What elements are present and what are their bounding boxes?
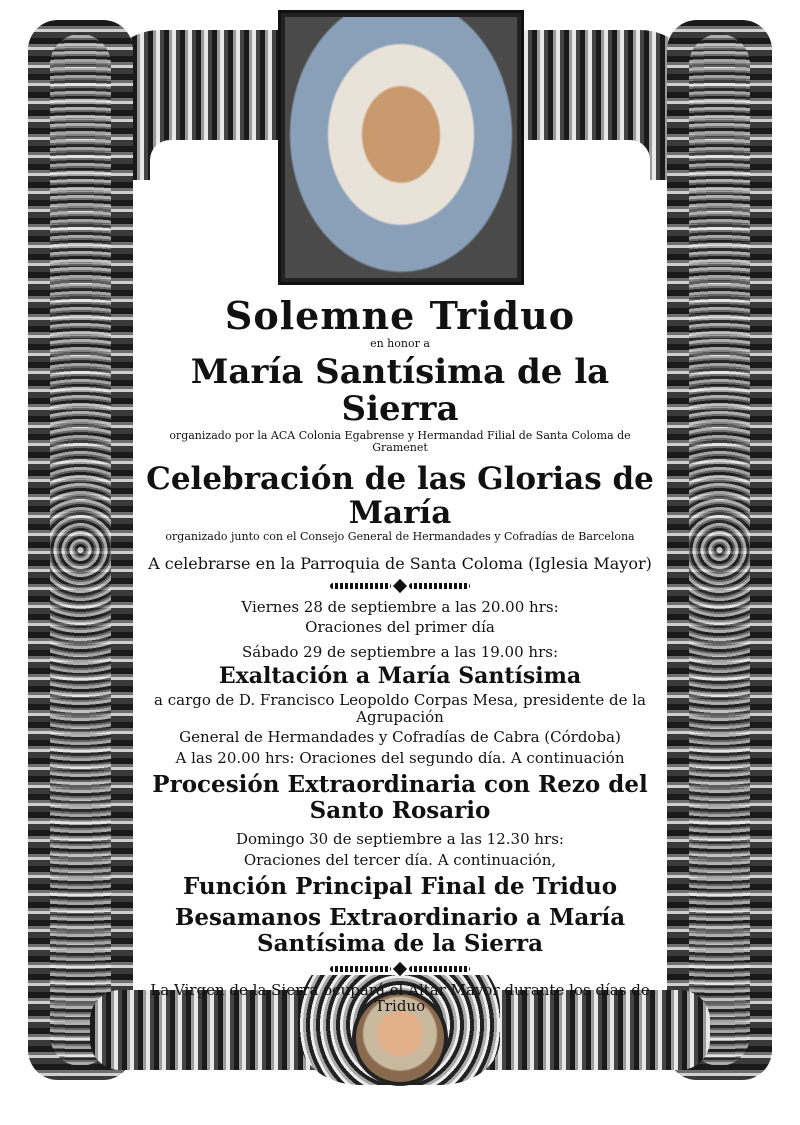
day3-event2: Besamanos Extraordinario a María Santísima de la Sierra: [174, 904, 626, 957]
glorias-organizer: organizado junto con el Consejo General de Hermandades y Cofradías de Barcelona: [165, 530, 635, 544]
honor-label: en honor a: [370, 336, 430, 350]
ornament-divider-bottom: [330, 964, 470, 974]
footer-note: La Virgen de la Sierra ocupará el Altar Mayor durante los días de Triduo: [150, 980, 650, 1016]
day2-desc1: a cargo de D. Francisco Leopoldo Corpas Mesa, presidente de la Agrupación: [154, 691, 646, 726]
poster-text: [140, 295, 660, 1019]
virgin-portrait-image: [278, 10, 524, 285]
day1-date: Viernes 28 de septiembre a las 20.00 hrs:: [241, 597, 559, 616]
ornamental-frame-left: [28, 20, 133, 1080]
virgin-portrait-photo: [285, 17, 517, 278]
virgin-name: María Santísima de la Sierra: [190, 351, 610, 430]
day2-event2: Procesión Extraordinaria con Rezo del Santo Rosario: [152, 771, 648, 824]
day2-event: Exaltación a María Santísima: [218, 663, 582, 690]
day3-date: Domingo 30 de septiembre a las 12.30 hrs:: [236, 830, 564, 849]
day2-desc2: General de Hermandades y Cofradías de Cabra (Córdoba): [179, 728, 621, 747]
poster-title: Solemne Triduo: [224, 293, 576, 338]
ornamental-frame-right: [667, 20, 772, 1080]
venue-line: A celebrarse en la Parroquia de Santa Coloma (Iglesia Mayor): [148, 554, 652, 574]
day2-desc3: A las 20.00 hrs: Oraciones del segundo día. A continuación: [175, 748, 625, 767]
day2-date: Sábado 29 de septiembre a las 19.00 hrs:: [242, 642, 558, 661]
glorias-title: Celebración de las Glorias de María: [146, 460, 654, 531]
day3-desc: Oraciones del tercer día. A continuación,: [243, 850, 557, 869]
ornament-divider: [330, 581, 470, 591]
day3-event: Función Principal Final de Triduo: [182, 873, 618, 901]
organizer-line: organizado por la ACA Colonia Egabrense y Hermandad Filial de Santa Coloma de Gramenet: [169, 428, 631, 454]
day1-desc: Oraciones del primer día: [305, 618, 495, 637]
